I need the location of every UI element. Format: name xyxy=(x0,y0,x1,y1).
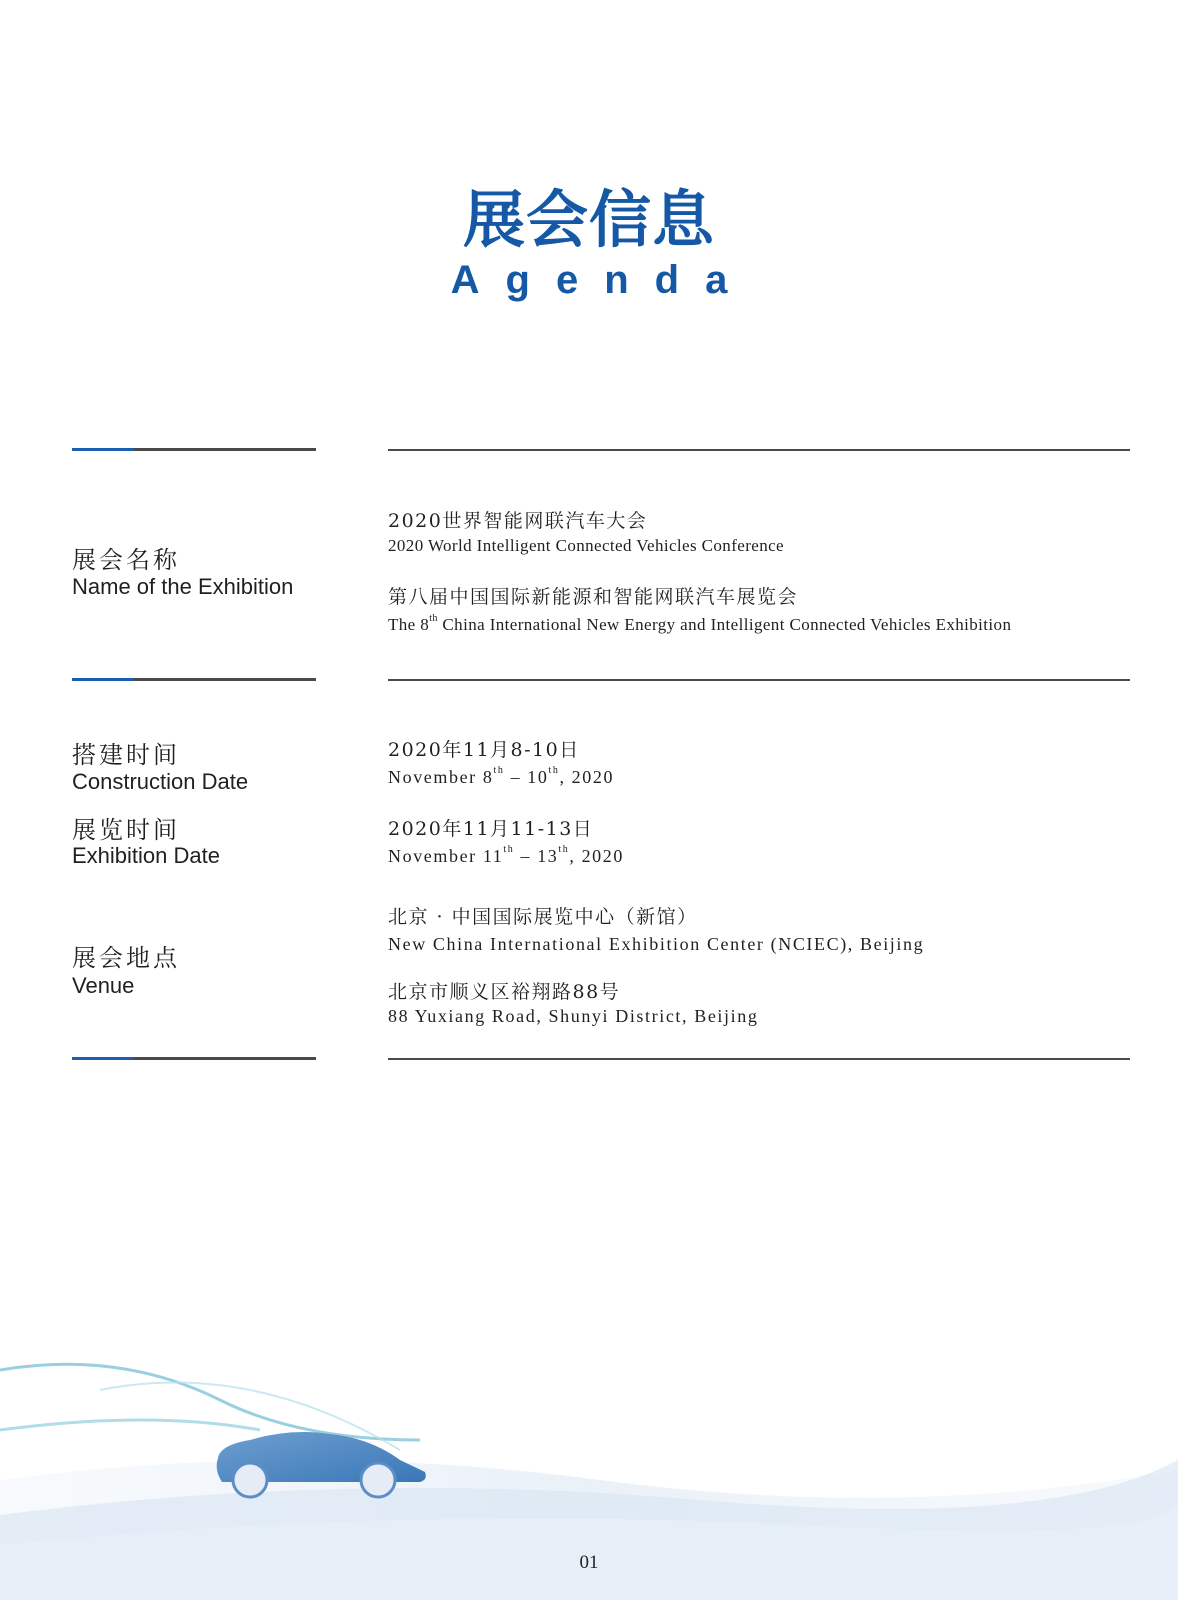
construction-date-en: November 8th – 10th, 2020 xyxy=(388,765,615,787)
venue-label-cn: 展会地点 xyxy=(72,944,180,972)
venue-address-cn: 北京市顺义区裕翔路88号 xyxy=(388,981,621,1003)
venue-label-en: Venue xyxy=(72,973,135,998)
page-title-cn: 展会信息 xyxy=(462,183,715,256)
venue-address-en: 88 Yuxiang Road, Shunyi District, Beijing xyxy=(388,1006,759,1026)
construction-date-cn: 2020年11月8-10日 xyxy=(388,739,580,761)
divider-left-1 xyxy=(72,448,316,451)
divider-left-3 xyxy=(72,1057,316,1060)
exhibition-date-label-cn: 展览时间 xyxy=(72,816,180,844)
exhibition-date-en: November 11th – 13th, 2020 xyxy=(388,844,624,866)
page-title-en: Agenda xyxy=(450,258,754,302)
page-number: 01 xyxy=(579,1552,599,1573)
exhibition-name-label-en: Name of the Exhibition xyxy=(72,574,294,599)
venue-center-en: New China International Exhibition Center (NCIEC), Beijing xyxy=(388,934,925,954)
exhibition-name-label-cn: 展会名称 xyxy=(72,546,180,574)
exhibition-date-label-en: Exhibition Date xyxy=(72,843,220,868)
conference-name-cn: 2020世界智能网联汽车大会 xyxy=(388,510,648,532)
divider-right-1 xyxy=(388,449,1130,451)
construction-label-cn: 搭建时间 xyxy=(72,741,180,769)
venue-center-cn: 北京 · 中国国际展览中心（新馆） xyxy=(388,906,698,928)
exhibition-name-cn: 第八届中国国际新能源和智能网联汽车展览会 xyxy=(388,586,799,608)
divider-right-2 xyxy=(388,679,1130,681)
exhibition-date-cn: 2020年11月11-13日 xyxy=(388,818,594,840)
conference-name-en: 2020 World Intelligent Connected Vehicles Conference xyxy=(388,536,785,555)
construction-label-en: Construction Date xyxy=(72,769,249,794)
divider-right-3 xyxy=(388,1058,1130,1060)
divider-left-2 xyxy=(72,678,316,681)
exhibition-name-en: The 8th China International New Energy and Intelligent Connected Vehicles Exhibition xyxy=(388,613,1012,634)
